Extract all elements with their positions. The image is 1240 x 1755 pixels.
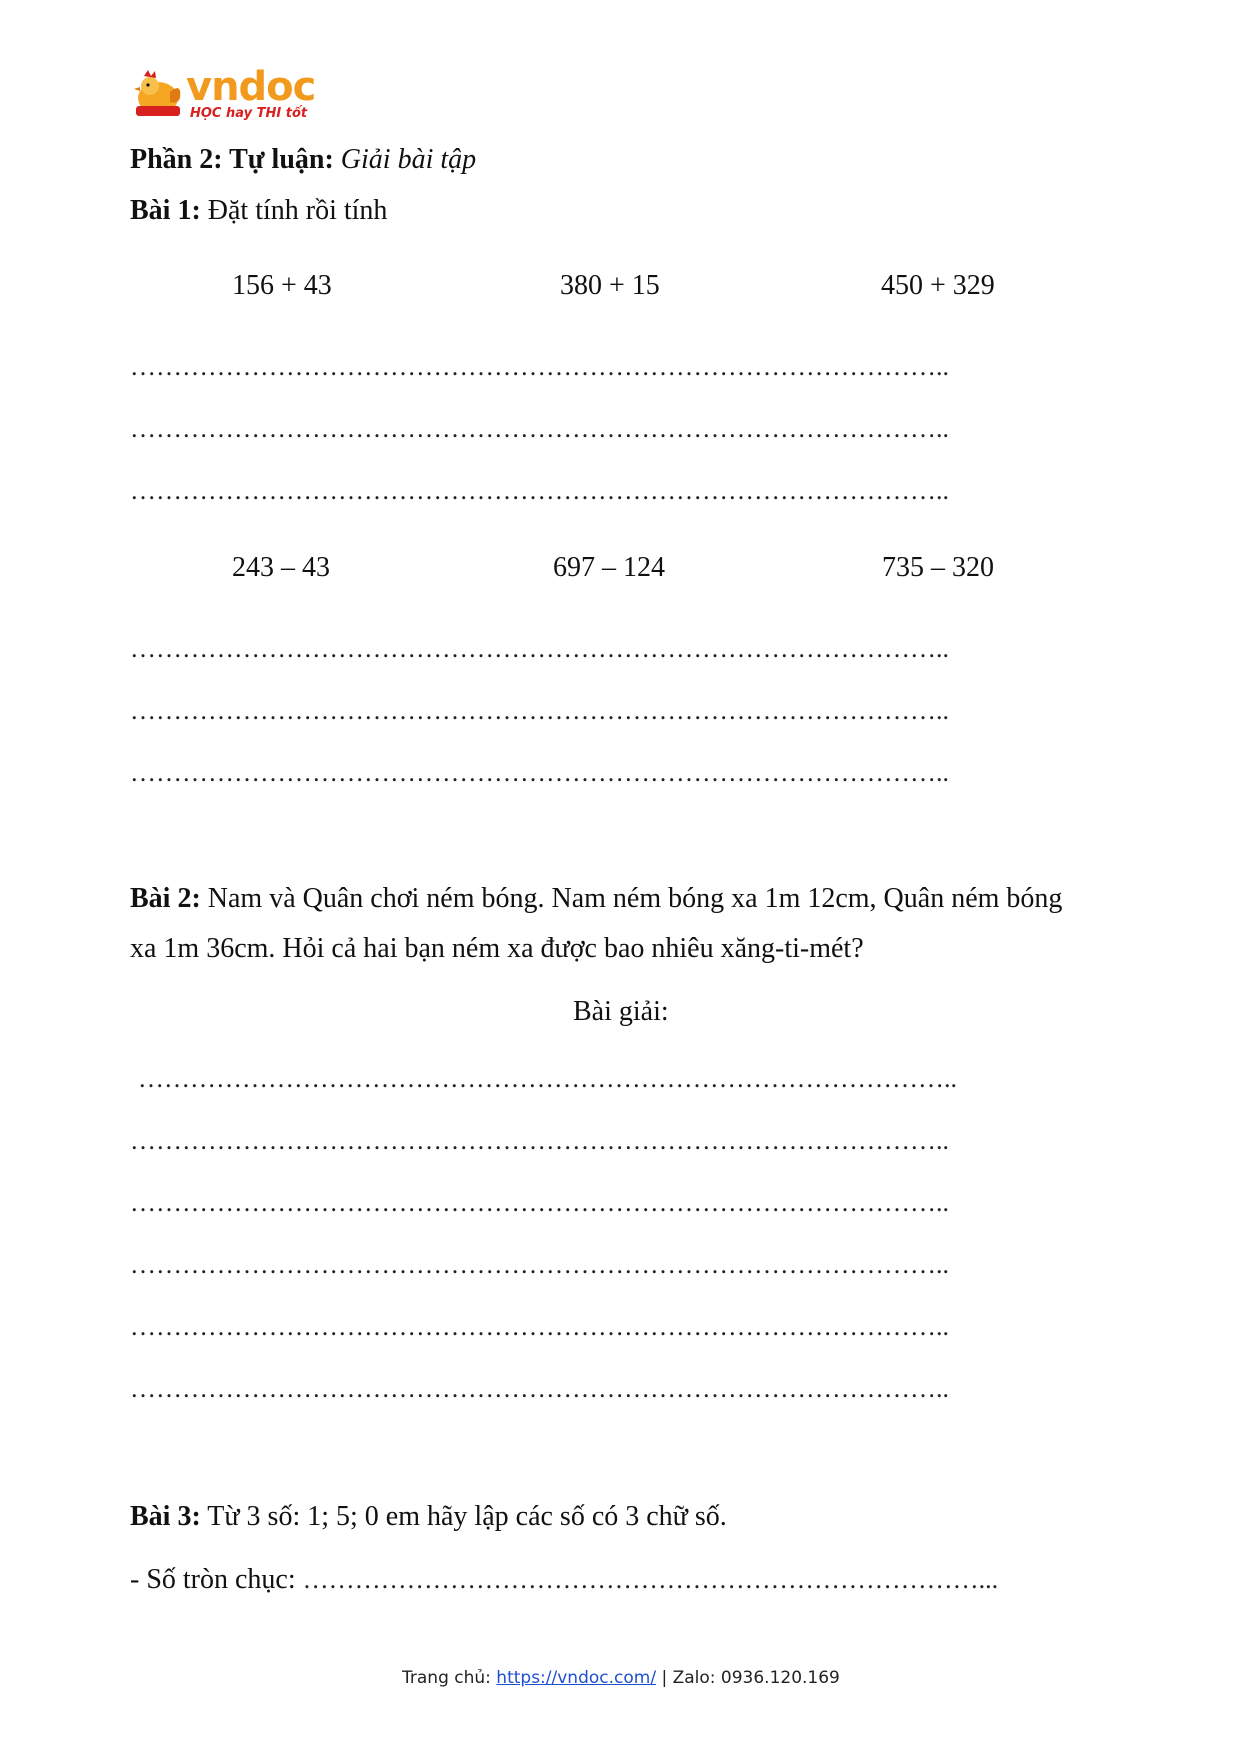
rooster-mascot-icon	[130, 68, 186, 124]
answer-line[interactable]: …………………………………………………………………………………..	[130, 634, 949, 663]
bai1-prompt	[130, 194, 387, 228]
bai1-expr-2: 380 + 15	[560, 270, 660, 301]
footer-link[interactable]: https://vndoc.com/	[496, 1668, 657, 1688]
page-footer	[402, 1668, 840, 1688]
answer-line[interactable]: …………………………………………………………………………………..	[130, 696, 949, 725]
answer-line[interactable]: …………………………………………………………………………………..	[130, 758, 949, 787]
answer-line[interactable]: …………………………………………………………………………………..	[130, 1126, 949, 1155]
answer-line[interactable]: ……………………………………………………………………...	[302, 1565, 999, 1594]
footer-contact: | Zalo: 0936.120.169	[661, 1668, 840, 1688]
answer-line[interactable]: …………………………………………………………………………………..	[138, 1064, 957, 1093]
section-label: Phần 2: Tự luận:	[130, 144, 334, 175]
bai2-text-line1: Nam và Quân chơi ném bóng. Nam ném bóng xa 1m 12cm, Quân ném bóng	[207, 883, 1063, 914]
bai1-label: Bài 1:	[130, 195, 201, 226]
answer-line[interactable]: …………………………………………………………………………………..	[130, 1188, 949, 1217]
footer-prefix: Trang chủ:	[402, 1668, 491, 1688]
bai2-prompt-line1	[130, 882, 1062, 916]
answer-line[interactable]: …………………………………………………………………………………..	[130, 1312, 949, 1341]
bai3-label: Bài 3:	[130, 1501, 201, 1532]
answer-line[interactable]: …………………………………………………………………………………..	[130, 476, 949, 505]
section-heading	[130, 143, 476, 177]
logo-tagline: HỌC hay THI tốt	[190, 106, 308, 121]
bai3-item-tron-chuc	[130, 1563, 998, 1597]
vndoc-logo	[130, 64, 316, 130]
answer-line[interactable]: …………………………………………………………………………………..	[130, 352, 949, 381]
bai1-expr-4: 243 – 43	[232, 552, 330, 583]
bai2-solution-label: Bài giải:	[573, 996, 669, 1027]
bai1-expr-3: 450 + 329	[881, 270, 995, 301]
answer-line[interactable]: …………………………………………………………………………………..	[130, 1374, 949, 1403]
answer-line[interactable]: …………………………………………………………………………………..	[130, 1250, 949, 1279]
section-subtitle: Giải bài tập	[340, 144, 477, 175]
logo-wordmark: vndoc	[186, 64, 316, 110]
bai3-prompt	[130, 1500, 727, 1534]
bai1-expr-6: 735 – 320	[882, 552, 994, 583]
bai2-text-line2: xa 1m 36cm. Hỏi cả hai bạn ném xa được bao nhiêu xăng-ti-mét?	[130, 933, 864, 964]
bai1-text: Đặt tính rồi tính	[207, 195, 388, 226]
bai1-expr-5: 697 – 124	[553, 552, 665, 583]
bai2-label: Bài 2:	[130, 883, 201, 914]
bai1-expr-1: 156 + 43	[232, 270, 332, 301]
answer-line[interactable]: …………………………………………………………………………………..	[130, 414, 949, 443]
bai3-text: Từ 3 số: 1; 5; 0 em hãy lập các số có 3 chữ số.	[207, 1501, 727, 1532]
bai3-item-label: - Số tròn chục:	[130, 1564, 296, 1595]
